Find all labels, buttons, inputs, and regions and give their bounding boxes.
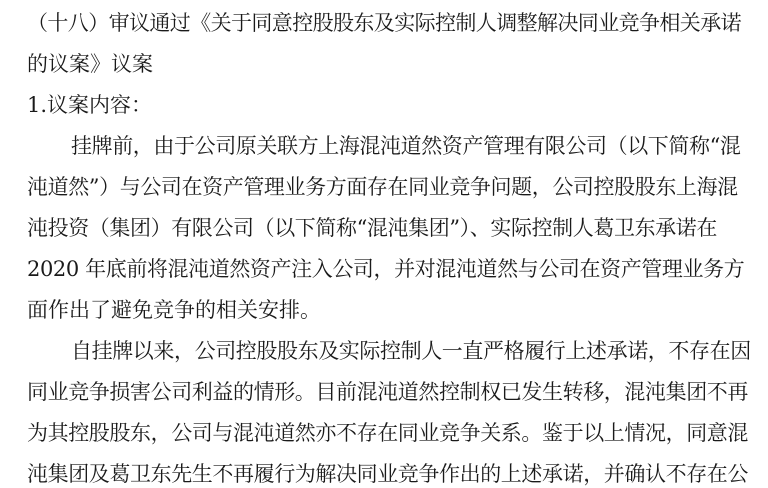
paragraph-1-line: 沌道然”）与公司在资产管理业务方面存在同业竞争问题，公司控股股东上海混 (27, 175, 738, 199)
paragraph-1-line: 2020 年底前将混沌道然资产注入公司，并对混沌道然与公司在资产管理业务方 (27, 257, 745, 281)
paragraph-1-line: 沌投资（集团）有限公司（以下简称“混沌集团”）、实际控制人葛卫东承诺在 (27, 216, 717, 240)
paragraph-2-line: 为其控股股东，公司与混沌道然亦不存在同业竞争关系。鉴于以上情况，同意混 (27, 421, 748, 445)
paragraph-2-line: 同业竞争损害公司利益的情形。目前混沌道然控制权已发生转移，混沌集团不再 (27, 380, 748, 404)
heading-line-1: （十八）审议通过《关于同意控股股东及实际控制人调整解决同业竞争相关承诺 (27, 11, 741, 35)
section-label: 1.议案内容： (27, 93, 153, 117)
paragraph-2-line: 沌集团及葛卫东先生不再履行为解决同业竞争作出的上述承诺，并确认不存在公 (27, 462, 748, 486)
paragraph-1-line: 挂牌前，由于公司原关联方上海混沌道然资产管理有限公司（以下简称“混 (71, 134, 741, 158)
paragraph-1-line: 面作出了避免竞争的相关安排。 (27, 298, 321, 322)
heading-line-2: 的议案》议案 (27, 52, 153, 76)
paragraph-2-line: 自挂牌以来，公司控股股东及实际控制人一直严格履行上述承诺，不存在因 (71, 339, 751, 363)
